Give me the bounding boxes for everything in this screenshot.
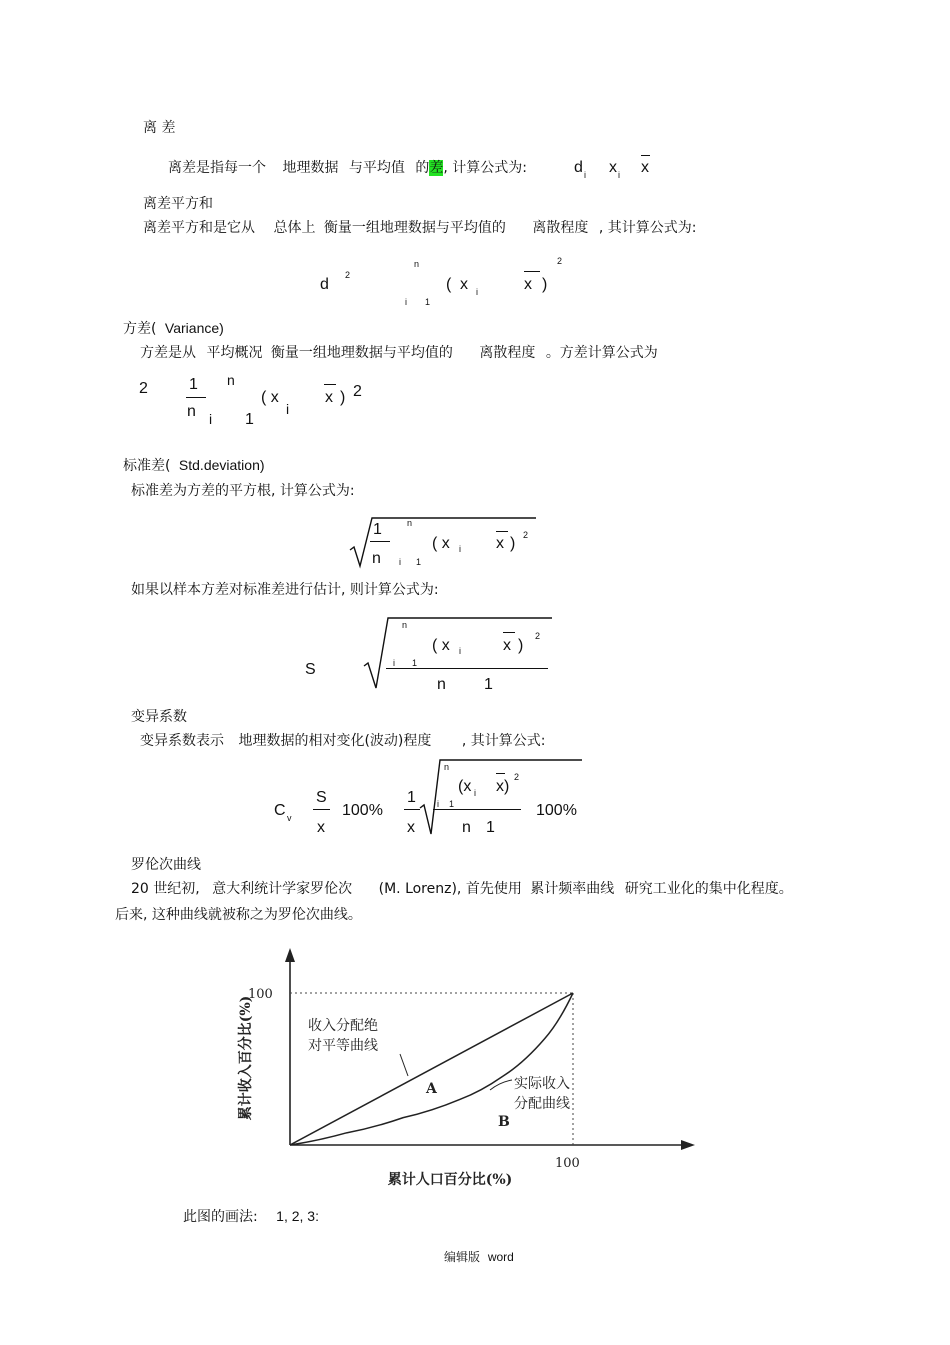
formula-symbol: C: [274, 802, 286, 819]
stddev-description: 标准差为方差的平方根, 计算公式为:: [131, 483, 355, 499]
x-axis-arrow: [681, 1140, 695, 1150]
leader-line-actual: [490, 1080, 512, 1090]
formula-symbol: x: [496, 535, 504, 552]
formula-symbol: 2: [353, 383, 362, 400]
formula-symbol: 2: [139, 380, 148, 397]
section-heading-deviation: 离 差: [143, 120, 176, 136]
section-heading-sum-squares: 离差平方和: [143, 196, 213, 212]
formula-symbol: 1: [484, 676, 493, 693]
text-fragment: (M. Lorenz), 首先使用: [378, 881, 522, 897]
formula-subscript: i: [459, 544, 461, 554]
y-tick-label: 100: [248, 987, 273, 1002]
text-fragment: , 计算公式为:: [443, 160, 527, 176]
text-fragment: 离差平方和是它从: [143, 220, 255, 236]
formula-subscript: i: [618, 170, 620, 180]
formula-subscript: 1: [245, 411, 254, 428]
text-fragment: , 其计算公式:: [461, 733, 546, 749]
formula-subscript: 1: [416, 557, 422, 567]
formula-symbol: d: [320, 276, 329, 293]
formula-subscript: i: [393, 658, 395, 668]
formula-subscript: i: [459, 646, 461, 656]
formula-symbol: n: [187, 403, 196, 420]
section-heading-variance: [123, 321, 224, 336]
formula-symbol: ( x: [432, 535, 450, 552]
formula-symbol: 1: [407, 789, 416, 806]
annotation-area-a: A: [426, 1081, 437, 1097]
formula-symbol: 1: [486, 819, 495, 836]
formula-superscript: 2: [523, 530, 529, 540]
text-fragment: 离散程度: [532, 220, 589, 236]
text-fragment: 总体上: [273, 220, 316, 236]
y-axis-arrow: [285, 948, 295, 962]
formula-symbol: (x: [458, 778, 472, 795]
cv-description: [140, 734, 545, 748]
text-fragment: 此图的画法:: [183, 1209, 258, 1225]
leader-line-equality: [400, 1054, 408, 1076]
formula-symbol: ( x: [432, 637, 450, 654]
formula-symbol: d: [574, 159, 583, 176]
formula-superscript: n: [402, 620, 408, 630]
text-fragment: 与平均值: [348, 160, 405, 176]
formula-symbol: n: [462, 819, 471, 836]
formula-superscript: n: [414, 259, 420, 269]
section-heading-stddev: [123, 458, 265, 473]
x-tick-label: 100: [555, 1156, 580, 1171]
formula-symbol: 1: [189, 376, 198, 393]
formula-symbol: x: [325, 389, 333, 406]
footer: [444, 1251, 514, 1263]
fraction-bar: [370, 541, 390, 542]
formula-symbol: 100%: [342, 802, 383, 819]
formula-symbol: S: [305, 661, 316, 678]
formula-symbol: ): [542, 276, 548, 293]
formula-subscript: i: [209, 411, 213, 427]
fraction-bar: [186, 397, 206, 398]
formula-subscript: i: [476, 287, 478, 297]
formula-subscript: i: [286, 401, 290, 417]
text-fragment: 离散程度: [479, 345, 536, 361]
formula-symbol: n: [437, 676, 446, 693]
text-fragment: 平均概况: [206, 345, 263, 361]
overline: [324, 384, 336, 385]
variance-description: [140, 346, 658, 360]
text-fragment: 方差是从: [140, 345, 196, 361]
text-fragment: 1, 2, 3:: [276, 1208, 319, 1224]
x-axis-label: 累计人口百分比(%): [387, 1172, 513, 1188]
fraction-bar: [386, 668, 548, 669]
deviation-description: [168, 161, 527, 175]
formula-superscript: n: [444, 762, 450, 772]
formula-symbol: x: [317, 819, 325, 836]
formula-symbol: 1: [373, 521, 382, 538]
text-fragment: 方差(: [123, 321, 157, 337]
formula-subscript: i: [405, 297, 407, 307]
formula-symbol: x: [407, 819, 415, 836]
text-fragment: 20 世纪初,: [131, 881, 200, 897]
formula-symbol: x: [641, 159, 649, 176]
formula-symbol: S: [316, 789, 327, 806]
lorenz-chart: [220, 940, 710, 1200]
series-line-equality: [290, 993, 573, 1145]
formula-subscript: i: [437, 799, 439, 809]
text-fragment: 研究工业化的集中化程度。: [624, 881, 793, 897]
section-heading-lorenz: 罗伦次曲线: [131, 857, 201, 873]
formula-symbol: x): [496, 778, 510, 795]
text-fragment: 衡量一组地理数据与平均值的: [270, 345, 453, 361]
text-fragment: 。方差计算公式为: [545, 345, 658, 361]
formula-symbol: n: [372, 550, 381, 567]
drawing-method: [183, 1209, 319, 1224]
text-fragment: 地理数据的相对变化(波动)程度: [238, 733, 432, 749]
overline: [496, 531, 508, 532]
formula-symbol: (: [446, 276, 452, 293]
formula-symbol: x: [524, 276, 532, 293]
text-fragment: 离差是指每一个: [168, 160, 266, 176]
text-fragment: 的: [415, 160, 430, 176]
overline: [641, 155, 650, 156]
section-heading-cv: 变异系数: [131, 709, 187, 725]
overline: [496, 773, 505, 774]
formula-superscript: 2: [514, 772, 520, 782]
formula-subscript: 1: [412, 658, 418, 668]
text-fragment: 标准差(: [123, 458, 171, 474]
sample-stddev-description: 如果以样本方差对标准差进行估计, 则计算公式为:: [131, 582, 439, 598]
annotation-actual-curve-1: 实际收入: [514, 1076, 570, 1092]
text-fragment: , 其计算公式为:: [598, 220, 697, 236]
formula-superscript: 2: [345, 270, 351, 280]
annotation-area-b: B: [498, 1114, 510, 1130]
formula-subscript: 1: [449, 799, 455, 809]
formula-symbol: ): [510, 535, 516, 552]
text-fragment: word: [487, 1250, 514, 1264]
formula-subscript: i: [399, 557, 401, 567]
radical-sign: [418, 756, 584, 838]
formula-symbol: 100%: [536, 802, 577, 819]
annotation-equality-line-1: 收入分配绝: [308, 1018, 378, 1034]
formula-superscript: 2: [535, 631, 541, 641]
text-fragment: 变异系数表示: [140, 733, 224, 749]
lorenz-paragraph: [131, 882, 793, 896]
formula-subscript: i: [584, 170, 586, 180]
overline: [524, 271, 540, 272]
annotation-actual-curve-2: 分配曲线: [514, 1096, 570, 1112]
overline: [503, 632, 515, 633]
formula-symbol: x: [460, 276, 468, 293]
highlighted-word: 差: [429, 160, 444, 176]
formula-subscript: i: [474, 788, 476, 798]
text-fragment: 累计频率曲线: [530, 881, 615, 897]
text-fragment: 衡量一组地理数据与平均值的: [323, 220, 506, 236]
text-fragment: 地理数据: [282, 160, 339, 176]
formula-symbol: x: [609, 159, 617, 176]
formula-superscript: n: [407, 518, 413, 528]
text-fragment: 编辑版: [444, 1250, 481, 1264]
formula-superscript: n: [227, 372, 235, 388]
formula-superscript: 2: [557, 256, 563, 266]
formula-symbol: ): [340, 389, 346, 406]
annotation-equality-line-2: 对平等曲线: [308, 1038, 378, 1054]
sum-squares-description: [143, 221, 696, 235]
formula-symbol: x: [503, 637, 511, 654]
formula-subscript: v: [287, 813, 292, 823]
fraction-bar: [433, 809, 521, 810]
y-axis-label: 累计收入百分比(%): [238, 995, 254, 1121]
text-fragment: 意大利统计学家罗伦次: [212, 881, 353, 897]
lorenz-paragraph-2: 后来, 这种曲线就被称之为罗伦次曲线。: [115, 907, 362, 923]
formula-symbol: ( x: [261, 389, 279, 406]
formula-subscript: 1: [425, 297, 431, 307]
fraction-bar: [313, 809, 330, 810]
formula-symbol: ): [518, 637, 524, 654]
text-fragment: Std.deviation): [178, 457, 265, 473]
radical-sign: [362, 614, 554, 692]
text-fragment: Variance): [164, 320, 224, 336]
